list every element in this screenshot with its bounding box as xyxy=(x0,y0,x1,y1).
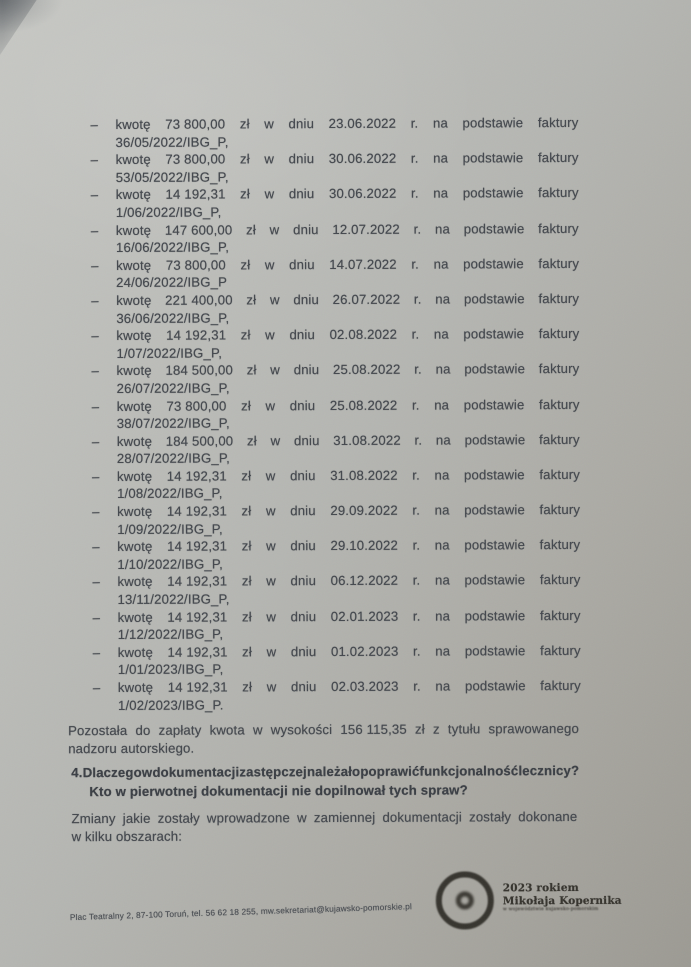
payment-word: faktury xyxy=(538,290,580,307)
bullet-dash-icon: – xyxy=(92,504,100,520)
payment-word: w xyxy=(265,503,276,519)
payment-word: w xyxy=(265,397,276,413)
payment-date: 29.09.2022 xyxy=(330,502,398,519)
payment-word: dniu xyxy=(293,432,320,448)
payment-word: faktury xyxy=(539,537,581,553)
question-line: Kto w pierwotnej dokumentacji nie dopilnował tych spraw? xyxy=(89,781,468,799)
word: w xyxy=(297,810,307,826)
payment-date: 12.07.2022 xyxy=(332,221,400,237)
bullet-dash-icon: – xyxy=(91,292,99,309)
payment-word: kwotę xyxy=(116,398,152,414)
payment-word: podstawie xyxy=(464,572,526,588)
payment-word: dniu xyxy=(289,397,316,413)
payment-date: 29.10.2022 xyxy=(330,537,399,554)
payment-word: w xyxy=(269,292,280,308)
payment-word: w xyxy=(264,257,275,273)
bullet-dash-icon: – xyxy=(91,257,99,273)
word: zostały xyxy=(157,810,200,826)
bullet-dash-icon: – xyxy=(92,609,101,625)
payment-amount: 14 192,31 xyxy=(167,679,228,695)
question-line xyxy=(71,762,579,783)
payment-word: faktury xyxy=(538,185,579,201)
payment-row xyxy=(93,642,581,679)
payment-amount: 221 400,00 xyxy=(165,292,233,308)
bullet-dash-icon: – xyxy=(92,644,101,660)
word: dokumentacji xyxy=(382,809,462,825)
payment-word: na xyxy=(435,678,451,694)
word: zapłaty xyxy=(158,722,202,738)
payment-word: na xyxy=(434,502,450,518)
payment-row xyxy=(92,431,580,468)
payment-word: dniu xyxy=(290,643,317,660)
payment-date: 30.06.2022 xyxy=(328,186,397,202)
payment-amount: 14 192,31 xyxy=(167,573,228,590)
payment-word: faktury xyxy=(540,677,581,694)
payment-amount: 14 192,31 xyxy=(166,327,227,343)
payment-date: 26.07.2022 xyxy=(332,291,401,307)
bullet-dash-icon: – xyxy=(91,433,100,449)
payment-word: na xyxy=(434,397,450,413)
payment-word: w xyxy=(265,468,276,484)
payment-word: faktury xyxy=(538,255,580,271)
bullet-dash-icon: – xyxy=(92,680,101,696)
payment-word: kwotę xyxy=(116,257,152,273)
payment-word: podstawie xyxy=(464,643,526,659)
bullet-dash-icon: – xyxy=(90,187,99,203)
remaining-amount-paragraph xyxy=(68,720,579,758)
word: wprowadzone xyxy=(206,810,290,826)
word: 4. xyxy=(71,765,83,781)
payment-word: zł xyxy=(241,503,252,519)
payment-word: podstawie xyxy=(462,185,524,201)
footer-address: Plac Teatralny 2, 87-100 Toruń, tel. 56 62 18 255, mw.sekretariat@kujawsko-pomorskie.pl xyxy=(69,901,413,923)
payment-row xyxy=(92,536,580,573)
bullet-dash-icon: – xyxy=(90,117,98,133)
payment-word: na xyxy=(433,326,449,342)
payment-word: zł xyxy=(246,292,257,308)
payment-word: podstawie xyxy=(464,431,526,448)
payment-word: kwotę xyxy=(117,644,153,660)
payment-invoice: 1/10/2022/IBG_P, xyxy=(117,556,223,572)
payment-word: w xyxy=(266,538,276,554)
word: kwota xyxy=(209,722,245,738)
payment-word: dniu xyxy=(289,256,315,272)
word: sprawowanego xyxy=(488,720,579,737)
payment-word: podstawie xyxy=(463,396,525,412)
bullet-dash-icon: – xyxy=(91,328,99,344)
payment-word: r. xyxy=(411,326,420,342)
payment-date: 31.08.2022 xyxy=(330,467,398,483)
payment-row xyxy=(91,290,579,327)
payment-invoice: 38/07/2022/IBG_P, xyxy=(116,415,230,432)
payment-word: kwotę xyxy=(115,152,151,168)
payment-word: dniu xyxy=(290,608,317,624)
payment-word: dniu xyxy=(288,116,315,132)
payment-date: 01.02.2023 xyxy=(330,643,399,659)
payment-word: podstawie xyxy=(463,220,525,237)
payment-word: faktury xyxy=(538,396,580,412)
payment-word: w xyxy=(266,608,277,624)
payment-date: 25.08.2022 xyxy=(329,397,398,413)
payment-amount: 14 192,31 xyxy=(165,186,226,203)
changes-paragraph xyxy=(71,808,577,846)
word: zamiennej xyxy=(313,809,376,826)
question-4 xyxy=(71,762,579,801)
payment-word: podstawie xyxy=(464,678,526,694)
payment-date: 23.06.2022 xyxy=(328,115,397,132)
payment-invoice: 53/05/2022/IBG_P, xyxy=(115,169,229,185)
payment-word: zł xyxy=(241,609,252,625)
payment-amount: 147 600,00 xyxy=(164,222,233,238)
bullet-dash-icon: – xyxy=(90,222,99,238)
payment-word: w xyxy=(266,573,276,589)
payment-word: podstawie xyxy=(464,361,526,377)
payment-word: kwotę xyxy=(117,609,153,625)
payment-word: w xyxy=(265,327,275,343)
payment-word: dniu xyxy=(290,573,317,589)
word: jakie xyxy=(122,810,151,826)
payment-word: na xyxy=(434,221,450,237)
word: zostały xyxy=(469,809,512,825)
payment-word: zł xyxy=(241,468,252,484)
payment-amount: 14 192,31 xyxy=(166,503,227,519)
payment-word: kwotę xyxy=(117,679,154,695)
payment-word: na xyxy=(432,115,448,131)
word: lecznicy? xyxy=(518,762,580,779)
payment-invoice: 1/02/2023/IBG_P. xyxy=(117,697,224,713)
payment-word: podstawie xyxy=(464,537,526,553)
payment-word: faktury xyxy=(539,607,581,623)
payment-word: r. xyxy=(411,397,420,413)
payment-word: na xyxy=(435,432,451,448)
word: należało xyxy=(306,763,361,780)
payment-invoice: 28/07/2022/IBG_P, xyxy=(116,450,230,467)
payment-invoice: 1/01/2023/IBG_P, xyxy=(117,661,224,678)
payment-word: zł xyxy=(240,186,251,202)
payment-row xyxy=(91,255,579,292)
payment-amount: 73 800,00 xyxy=(165,257,226,273)
payment-word: zł xyxy=(246,221,256,237)
payment-word: r. xyxy=(410,115,419,131)
bullet-dash-icon: – xyxy=(90,152,99,168)
payment-word: zł xyxy=(239,151,250,167)
payment-word: r. xyxy=(410,150,419,166)
payment-amount: 184 500,00 xyxy=(165,362,234,379)
payment-word: faktury xyxy=(539,502,581,518)
word: Dlaczego xyxy=(82,764,142,781)
payment-word: r. xyxy=(412,537,421,553)
payment-word: r. xyxy=(411,256,420,272)
bullet-dash-icon: – xyxy=(92,539,100,555)
payment-word: na xyxy=(434,467,450,483)
payment-row xyxy=(90,114,578,151)
payment-word: dniu xyxy=(293,292,319,308)
payment-date: 02.01.2023 xyxy=(330,608,399,624)
payment-word: kwotę xyxy=(115,187,151,203)
payment-word: dniu xyxy=(290,503,316,519)
payment-date: 06.12.2022 xyxy=(330,573,399,589)
payment-invoice: 36/06/2022/IBG_P, xyxy=(116,310,230,326)
payment-row xyxy=(92,395,580,432)
payment-row xyxy=(91,220,579,257)
logo-caption-year: 2023 rokiem xyxy=(502,881,579,895)
payment-word: dniu xyxy=(290,467,316,484)
payment-word: faktury xyxy=(537,150,579,166)
payment-word: kwotę xyxy=(116,468,153,484)
logo-caption xyxy=(503,882,653,914)
payment-word: zł xyxy=(241,397,251,413)
payment-word: r. xyxy=(412,502,421,518)
payment-amount: 184 500,00 xyxy=(165,433,234,449)
payment-word: podstawie xyxy=(464,502,525,518)
payment-word: zł xyxy=(246,433,257,449)
payment-invoice: 16/06/2022/IBG_P, xyxy=(115,239,230,256)
payment-word: na xyxy=(433,256,449,272)
word: w xyxy=(141,764,153,780)
payment-date: 02.03.2023 xyxy=(331,678,399,695)
payment-word: r. xyxy=(412,608,421,624)
payment-amount: 73 800,00 xyxy=(166,397,227,414)
payments-list xyxy=(90,114,581,714)
word: tytułu xyxy=(447,721,481,737)
payment-word: r. xyxy=(414,361,422,377)
payment-word: faktury xyxy=(538,220,579,236)
payment-amount: 14 192,31 xyxy=(166,468,227,484)
payment-date: 25.08.2022 xyxy=(332,362,401,378)
payment-word: kwotę xyxy=(117,574,153,590)
logo-inner-ring xyxy=(456,891,474,909)
word: poprawić xyxy=(360,763,420,779)
payment-word: r. xyxy=(413,678,421,694)
payment-word: faktury xyxy=(539,466,581,483)
payment-amount: 73 800,00 xyxy=(165,151,226,167)
bullet-dash-icon: – xyxy=(91,468,100,484)
bullet-dash-icon: – xyxy=(92,574,100,590)
payment-word: dniu xyxy=(289,327,316,343)
payment-word: faktury xyxy=(538,326,580,342)
payment-word: podstawie xyxy=(462,115,524,131)
word: zł xyxy=(414,721,425,737)
word: w xyxy=(252,722,263,738)
payment-word: w xyxy=(270,432,281,448)
payment-word: na xyxy=(434,572,450,589)
payment-date: 30.06.2022 xyxy=(328,150,397,167)
payment-word: na xyxy=(435,608,451,624)
payment-invoice: 1/12/2022/IBG_P, xyxy=(117,626,224,643)
payment-word: zł xyxy=(240,257,251,273)
payment-word: faktury xyxy=(539,572,581,588)
payment-amount: 14 192,31 xyxy=(167,538,228,555)
payment-word: na xyxy=(433,150,449,166)
payment-word: zł xyxy=(239,116,250,132)
word: zastępczej xyxy=(239,764,307,780)
payment-word: kwotę xyxy=(115,116,151,132)
payment-word: r. xyxy=(413,291,422,307)
payment-word: r. xyxy=(413,221,422,237)
payment-word: podstawie xyxy=(464,607,526,624)
payment-word: dniu xyxy=(293,362,320,378)
paragraph-line: w kilku obszarach: xyxy=(71,828,183,845)
paragraph-line: nadzoru autorskiego. xyxy=(68,740,195,757)
payment-word: na xyxy=(433,185,449,201)
payment-word: zł xyxy=(241,538,252,554)
payment-word: w xyxy=(266,679,277,695)
payment-word: na xyxy=(435,643,451,659)
payment-invoice: 24/06/2022/IBG_P xyxy=(116,274,228,291)
payment-word: podstawie xyxy=(463,291,525,307)
payment-word: kwotę xyxy=(116,327,152,344)
word: Pozostała xyxy=(68,722,128,739)
payment-date: 31.08.2022 xyxy=(333,432,401,448)
payment-word: r. xyxy=(412,573,421,589)
payment-invoice: 1/07/2022/IBG_P, xyxy=(116,345,223,361)
payment-word: dniu xyxy=(293,221,319,237)
payment-word: dniu xyxy=(290,538,316,554)
payment-word: r. xyxy=(414,432,423,448)
copernicus-anniversary-logo-icon xyxy=(436,871,494,929)
payment-row xyxy=(91,184,579,221)
word: 156 115,35 xyxy=(340,721,407,738)
payment-word: zł xyxy=(240,327,251,343)
paragraph-line xyxy=(71,808,577,828)
payment-word: kwotę xyxy=(116,433,153,449)
payment-word: kwotę xyxy=(117,503,153,520)
payment-word: faktury xyxy=(539,431,580,447)
payment-word: faktury xyxy=(538,361,580,377)
payment-word: dniu xyxy=(290,679,317,695)
payment-invoice: 26/07/2022/IBG_P, xyxy=(116,380,230,396)
payment-amount: 14 192,31 xyxy=(167,644,228,660)
payment-row xyxy=(92,501,580,538)
payment-row xyxy=(92,571,580,608)
payment-invoice: 1/09/2022/IBG_P, xyxy=(117,521,223,537)
payment-word: kwotę xyxy=(116,292,152,308)
payment-word: r. xyxy=(412,643,421,659)
bullet-dash-icon: – xyxy=(91,363,100,379)
payment-date: 14.07.2022 xyxy=(329,256,397,272)
payment-word: w xyxy=(264,151,275,167)
payment-row xyxy=(91,149,579,186)
payment-word: na xyxy=(434,537,450,553)
payment-word: dniu xyxy=(288,151,315,167)
payment-invoice: 13/11/2022/IBG_P, xyxy=(117,591,230,608)
word: dokumentacji xyxy=(152,764,240,780)
payment-word: zł xyxy=(246,362,257,378)
payment-word: zł xyxy=(242,679,253,695)
payment-date: 02.08.2022 xyxy=(329,326,398,343)
payment-invoice: 36/05/2022/IBG_P, xyxy=(115,134,229,150)
word: z xyxy=(432,721,440,737)
payment-word: kwotę xyxy=(115,222,152,238)
payment-word: na xyxy=(435,361,451,377)
payment-word: w xyxy=(270,362,280,378)
payment-word: dniu xyxy=(288,186,315,202)
payment-word: zł xyxy=(242,644,252,660)
payment-row xyxy=(92,466,580,503)
payment-word: w xyxy=(266,644,277,660)
payment-word: faktury xyxy=(540,642,581,658)
payment-row xyxy=(91,325,579,362)
logo-caption-name: Mikołaja Kopernika xyxy=(502,894,622,907)
word: Zmiany xyxy=(71,810,116,827)
word: wysokości xyxy=(270,722,333,738)
payment-word: kwotę xyxy=(117,539,153,555)
payment-word: podstawie xyxy=(463,255,524,272)
payment-word: w xyxy=(264,186,275,202)
payment-row xyxy=(93,677,581,714)
payment-word: podstawie xyxy=(463,467,525,483)
payment-row xyxy=(93,607,581,644)
payment-word: kwotę xyxy=(116,363,152,379)
payment-word: w xyxy=(269,221,280,237)
word: funkcjonalność xyxy=(419,763,519,779)
payment-amount: 14 192,31 xyxy=(167,609,228,625)
payment-word: podstawie xyxy=(462,150,524,166)
payment-word: zł xyxy=(241,573,252,589)
word: do xyxy=(135,722,151,738)
payment-word: na xyxy=(435,291,451,307)
payment-amount: 73 800,00 xyxy=(165,116,226,132)
payment-word: r. xyxy=(412,467,420,483)
word: dokonane xyxy=(518,808,578,825)
payment-word: w xyxy=(264,116,274,132)
payment-invoice: 1/08/2022/IBG_P, xyxy=(117,485,223,502)
payment-word: faktury xyxy=(537,114,579,131)
logo-caption-region: w województwie kujawsko-pomorskim xyxy=(502,906,599,913)
payment-word: r. xyxy=(410,186,419,202)
payment-invoice: 1/06/2022/IBG_P, xyxy=(115,204,222,220)
paragraph-line xyxy=(68,720,579,740)
bullet-dash-icon: – xyxy=(91,398,100,414)
payment-row xyxy=(91,360,579,397)
payment-word: podstawie xyxy=(463,326,525,342)
